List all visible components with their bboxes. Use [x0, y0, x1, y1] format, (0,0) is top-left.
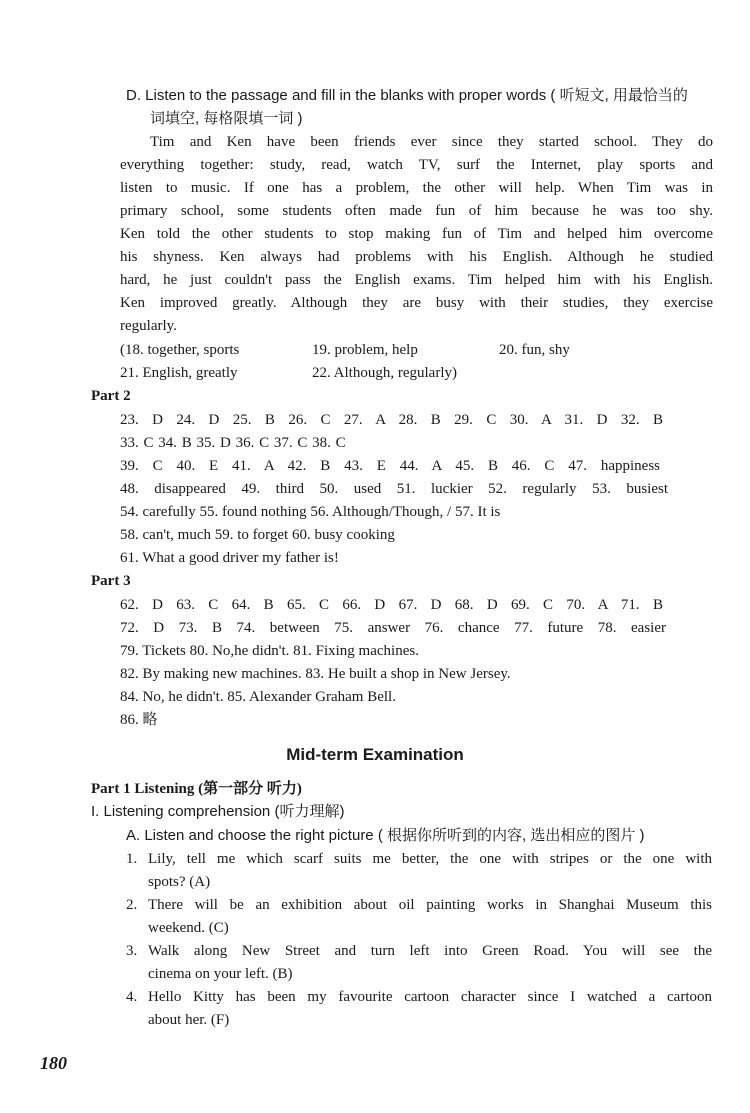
item-text: cinema on your left. (B)	[148, 966, 293, 982]
part-3-answers-line: 84. No, he didn't. 85. Alexander Graham Bell.	[120, 689, 396, 705]
passage-line: his shyness. Ken always had problems with his English. Although he studied	[120, 249, 713, 265]
part-2-label: Part 2	[91, 388, 131, 404]
passage-line: Ken improved greatly. Although they are busy with their studies, they exercise	[120, 295, 713, 311]
answer-21: 21. English, greatly	[120, 365, 238, 381]
item-text: weekend. (C)	[148, 920, 229, 936]
part-1-listening-label: Part 1 Listening (第一部分 听力)	[91, 781, 302, 797]
part-2-answers-line: 58. can't, much 59. to forget 60. busy cooking	[120, 527, 395, 543]
section-i-heading: I. Listening comprehension (听力理解)	[91, 803, 345, 820]
page-number: 180	[40, 1053, 67, 1073]
midterm-title: Mid-term Examination	[286, 745, 464, 764]
part-3-answers-line: 86. 略	[120, 712, 158, 728]
item-number: 2.	[126, 897, 138, 913]
part-3-answers-line: 62. D 63. C 64. B 65. C 66. D 67. D 68. D 69. C 70. A 71. B	[120, 597, 663, 613]
part-2-answers-line: 39. C 40. E 41. A 42. B 43. E 44. A 45. B 46. C 47. happiness	[120, 458, 660, 474]
section-d-heading-line2: 词填空, 每格限填一词 )	[150, 110, 303, 127]
passage-line: Tim and Ken have been friends ever since they started school. They do	[150, 134, 713, 150]
item-number: 1.	[126, 851, 138, 867]
section-a-heading: A. Listen and choose the right picture ( 根据你所听到的内容, 选出相应的图片 )	[126, 827, 645, 844]
item-text: Walk along New Street and turn left into Green Road. You will see the	[148, 943, 712, 959]
item-text: about her. (F)	[148, 1012, 230, 1028]
item-number: 3.	[126, 943, 138, 959]
part-3-answers-line: 72. D 73. B 74. between 75. answer 76. chance 77. future 78. easier	[120, 620, 666, 636]
passage-line: hard, he just couldn't pass the English exams. Tim helped him with his English.	[120, 272, 713, 288]
answer-22: 22. Although, regularly)	[312, 365, 457, 381]
section-d-heading-line1: D. Listen to the passage and fill in the blanks with proper words ( 听短文, 用最恰当的	[126, 87, 688, 104]
passage-line: everything together: study, read, watch TV, surf the Internet, play sports and	[120, 157, 713, 173]
part-2-answers-line: 33. C 34. B 35. D 36. C 37. C 38. C	[120, 435, 346, 451]
passage-line: primary school, some students often made fun of him because he was too shy.	[120, 203, 713, 219]
passage-line: regularly.	[120, 318, 177, 334]
item-text: spots? (A)	[148, 874, 211, 890]
part-2-answers-line: 61. What a good driver my father is!	[120, 550, 339, 566]
part-3-answers-line: 82. By making new machines. 83. He built a shop in New Jersey.	[120, 666, 511, 682]
item-text: Lily, tell me which scarf suits me better, the one with stripes or the one with	[148, 851, 712, 867]
passage-line: Ken told the other students to stop making fun of Tim and helped him overcome	[120, 226, 713, 242]
item-text: There will be an exhibition about oil painting works in Shanghai Museum this	[148, 897, 712, 913]
answer-20: 20. fun, shy	[499, 342, 570, 358]
part-3-label: Part 3	[91, 573, 131, 589]
passage-line: listen to music. If one has a problem, the other will help. When Tim was in	[120, 180, 713, 196]
part-2-answers-line: 48. disappeared 49. third 50. used 51. luckier 52. regularly 53. busiest	[120, 481, 668, 497]
item-text: Hello Kitty has been my favourite cartoon character since I watched a cartoon	[148, 989, 712, 1005]
item-number: 4.	[126, 989, 138, 1005]
part-2-answers-line: 54. carefully 55. found nothing 56. Although/Though, / 57. It is	[120, 504, 501, 520]
part-3-answers-line: 79. Tickets 80. No,he didn't. 81. Fixing machines.	[120, 643, 419, 659]
answer-18: (18. together, sports	[120, 342, 240, 358]
part-2-answers-line: 23. D 24. D 25. B 26. C 27. A 28. B 29. C 30. A 31. D 32. B	[120, 412, 663, 428]
answer-19: 19. problem, help	[312, 342, 418, 358]
